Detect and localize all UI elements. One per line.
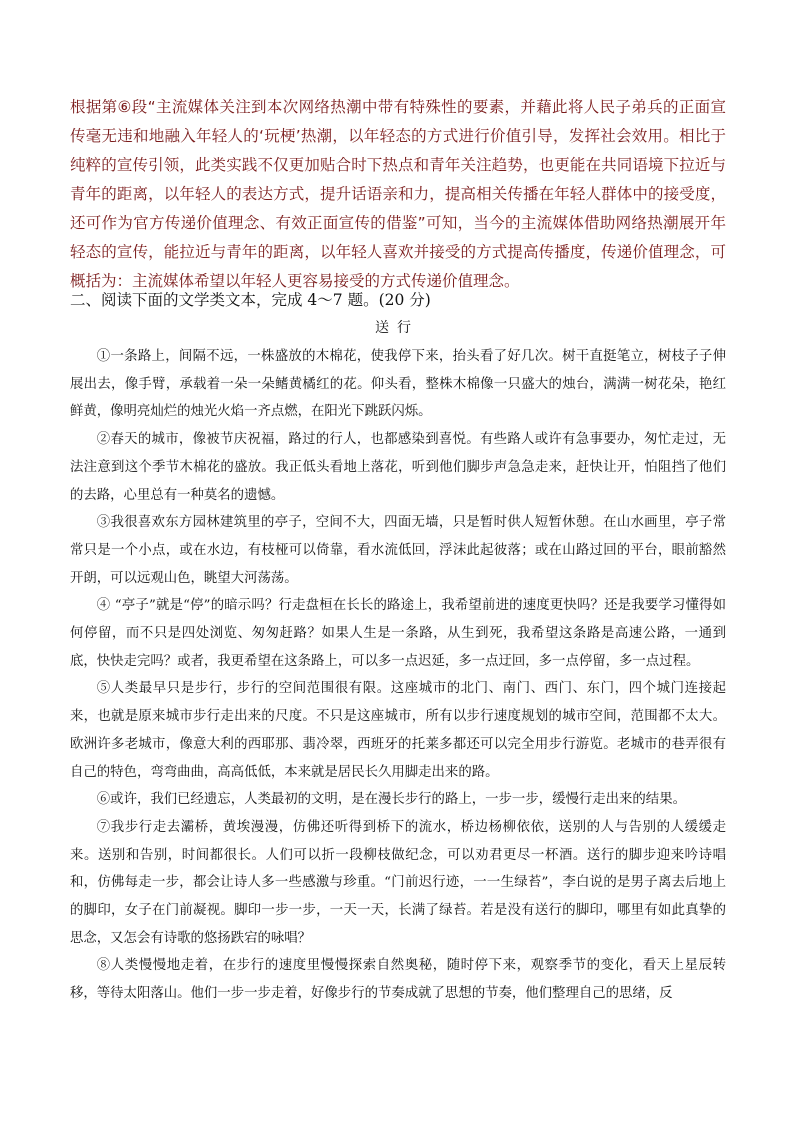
essay-title: 送行 xyxy=(375,320,419,336)
essay-paragraph-5: ⑤人类最早只是步行，步行的空间范围很有限。这座城市的北门、南门、西门、东门，四个城门连接起来，也就是原来城市步行走出来的尺度。不只是这座城市，所有以步行速度规划的城市空间，范围都不太大。欧洲许多老城市，像意大利的西耶那、翡冷翠，西班牙的托莱多都还可以完全用步行游览。老城市的巷弄很有自己的特色，弯弯曲曲，高高低低，本来就是居民长久用脚走出来的路。 xyxy=(70,681,726,780)
essay-paragraph-4: ④ “亭子”就是“停”的暗示吗？行走盘桓在长长的路途上，我希望前进的速度更快吗？还是我要学习懂得如何停留，而不只是四处浏览、匆匆赶路？如果人生是一条路，从生到死，我希望这条路是高速公路，一通到底，快快走完吗？或者，我更希望在这条路上，可以多一点迟延，多一点迂回，多一点停留，多一点过程。 xyxy=(70,598,726,669)
essay-paragraph-3: ③我很喜欢东方园林建筑里的亭子，空间不大，四面无墙，只是暂时供人短暂休憩。在山水画里，亭子常常只是一个小点，或在水边，有枝桠可以倚靠，看水流低回，浮沫此起彼落；或在山路过回的平台，眼前豁然开朗，可以远观山色，眺望大河荡荡。 xyxy=(70,515,726,586)
essay-paragraph-8: ⑧人类慢慢地走着，在步行的速度里慢慢探索自然奥秘，随时停下来，观察季节的变化，看天上星辰转移，等待太阳落山。他们一步一步走着，好像步行的节奏成就了思想的节奏，他们整理自己的思绪，反 xyxy=(70,958,726,1002)
essay-body xyxy=(70,343,726,1008)
essay-paragraph-6: ⑥或许，我们已经遗忘，人类最初的文明，是在漫长步行的路上，一步一步，缓慢行走出来的结果。 xyxy=(96,792,686,808)
essay-paragraph-1: ①一条路上，间隔不远，一株盛放的木棉花，使我停下来，抬头看了好几次。树干直挺笔立，树枝子子伸展出去，像手臂，承载着一朵一朵鳍黄橘红的花。仰头看，整株木棉像一只盛大的烛台，满满一树花朵，艳红鲜黄，像明亮灿烂的烛光火焰一齐点燃，在阳光下跳跃闪烁。 xyxy=(70,349,726,420)
essay-paragraph-2: ②春天的城市，像被节庆祝福，路过的行人，也都感染到喜悦。有些路人或许有急事要办，匆忙走过，无法注意到这个季节木棉花的盛放。我正低头看地上落花，听到他们脚步声急急走来，赶快让开，怕阻挡了他们的去路，心里总有一种莫名的遗憾。 xyxy=(70,432,726,503)
answer-explanation: 根据第⑥段“主流媒体关注到本次网络热潮中带有特殊性的要素，并藉此将人民子弟兵的正面宣传毫无违和地融入年轻人的‘玩梗’热潮，以年轻态的方式进行价值引导，发挥社会效用。相比于纯粹的宣传引领，此类实践不仅更加贴合时下热点和青年关注趋势，也更能在共同语境下拉近与青年的距离，以年轻人的表达方式，提升话语亲和力，提高相关传播在年轻人群体中的接受度，还可作为官方传递价值理念、有效正面宣传的借鉴”可知，当今的主流媒体借助网络热潮展开年轻态的宣传，能拉近与青年的距离，以年轻人喜欢并接受的方式提高传播度，传递价值理念，可概括为：主流媒体希望以年轻人更容易接受的方式传递价值理念。 xyxy=(70,98,726,290)
section-heading: 二、阅读下面的文学类文本，完成 4～7 题。(20 分) xyxy=(70,291,431,309)
essay-paragraph-7: ⑦我步行走去灞桥，黄埃漫漫，仿佛还听得到桥下的流水，桥边杨柳依依，送别的人与告别的人缓缓走来。送别和告别，时间都很长。人们可以折一段柳枝做纪念，可以劝君更尽一杯酒。送行的脚步迎来吟诗唱和，仿佛每走一步，都会让诗人多一些感激与珍重。“门前迟行迹，一一生绿苔”，李白说的是男子离去后地上的脚印，女子在门前凝视。脚印一步一步，一天一天，长满了绿苔。若是没有送行的脚印，哪里有如此真挚的思念，又怎会有诗歌的悠扬跌宕的咏唱？ xyxy=(70,819,726,946)
